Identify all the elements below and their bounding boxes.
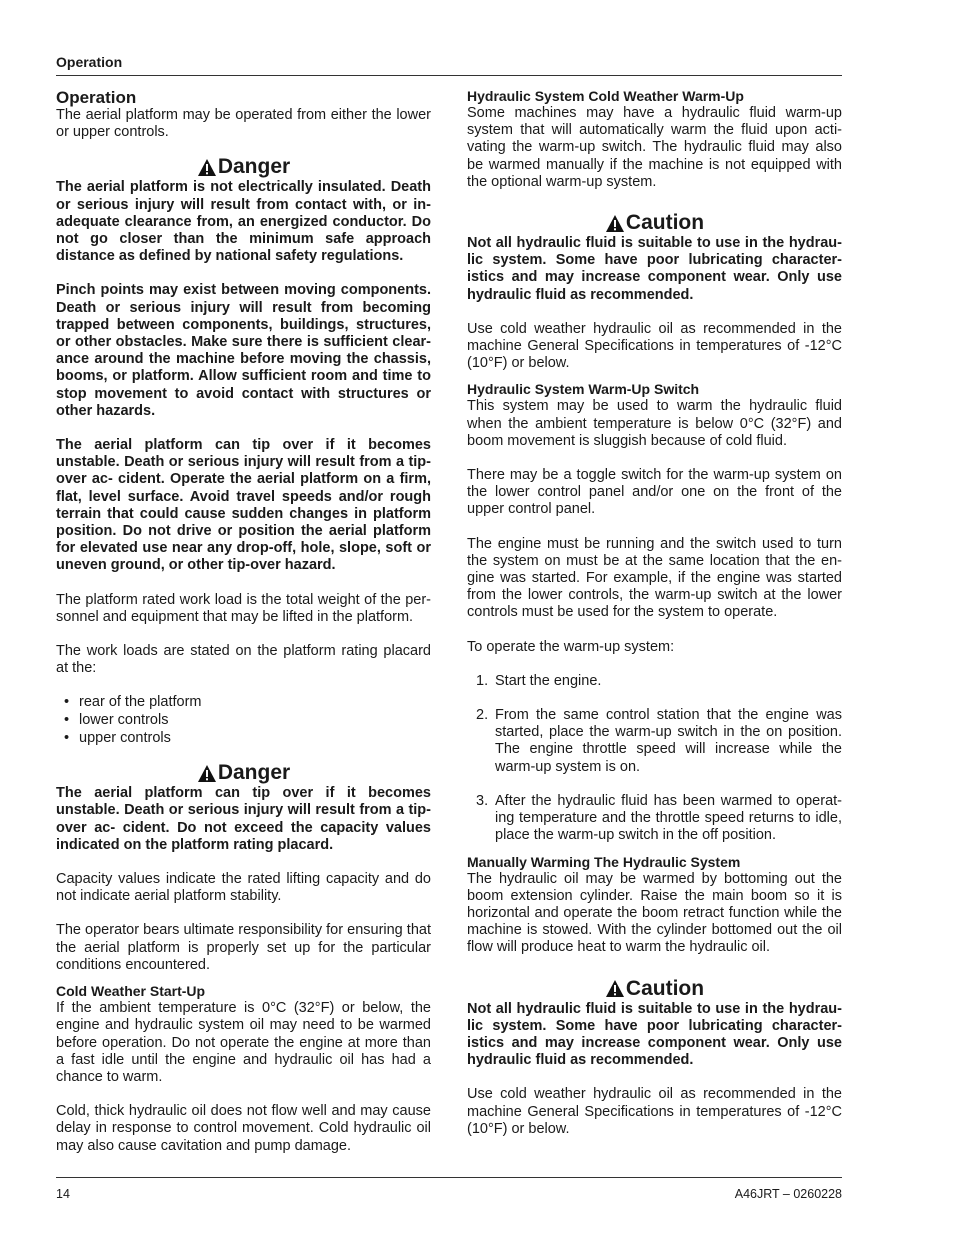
page-number: 14 bbox=[56, 1187, 70, 1201]
cold-start-paragraph: Cold, thick hydraulic oil does not flow well and may cause delay in response to control movement. Cold hydraulic oil may also cause cavitation and pump damage. bbox=[56, 1103, 431, 1154]
operator-paragraph: The operator bears ultimate responsibility for ensuring that the aerial platform is properly set up for the particular conditions encountered. bbox=[56, 922, 431, 973]
right-column bbox=[467, 88, 842, 1138]
subsection-title: Hydraulic System Warm-Up Switch bbox=[467, 381, 700, 398]
placard-intro: The work loads are stated on the platform rating placard at the: bbox=[56, 643, 431, 677]
list-item: 1. Start the engine. bbox=[476, 672, 602, 689]
danger-heading: Danger bbox=[56, 155, 431, 179]
warmup-steps bbox=[467, 673, 842, 845]
left-column bbox=[56, 88, 431, 1155]
caution-heading: Caution bbox=[467, 977, 842, 1001]
warning-triangle-icon bbox=[197, 158, 217, 177]
intro-paragraph: The aerial platform may be operated from either the lower or upper controls. bbox=[56, 107, 431, 141]
manual-paragraph: The hydraulic oil may be warmed by bottoming out the boom extension cylinder. Raise the main boom so it is horizontal and operate the boom retract function while the machine is stowed. With the cylinder bottomed out the oil flow will produce heat to warm the hydraulic oil. bbox=[467, 870, 842, 956]
steps-intro: To operate the warm-up system: bbox=[467, 638, 675, 655]
rated-load-paragraph: The platform rated work load is the total weight of the per- sonnel and equipment that may be lifted in the platform. bbox=[56, 591, 431, 625]
subsection-title: Manually Warming The Hydraulic System bbox=[467, 853, 741, 870]
switch-paragraph: The engine must be running and the switch used to turn the system on must be at the same location that the en- gine was started. For example, if the engine was started from the lower controls, the warm-up switch at the lower controls must be used for the system to operate. bbox=[467, 535, 842, 621]
list-item: 3. After the hydraulic fluid has been warmed to operat- ing temperature and the throttle speed returns to idle, place the warm-up switch in the off position. bbox=[476, 792, 842, 844]
list-item: 2. From the same control station that the engine was started, place the warm-up switch in the on position. The engine throttle speed will increase while the warm-up system is on. bbox=[476, 707, 842, 775]
warning-triangle-icon bbox=[605, 214, 625, 233]
list-item: • lower controls bbox=[64, 712, 169, 729]
warmup-paragraph: Some machines may have a hydraulic fluid warm-up system that will automatically warm the fluid upon acti- vating the warm-up switch. The hydraulic fluid may also be warmed manually if the machine is not equipped with the optional warm-up system. bbox=[467, 105, 842, 190]
list-item: • upper controls bbox=[64, 729, 171, 746]
header-rule bbox=[56, 75, 842, 76]
switch-paragraph: There may be a toggle switch for the warm-up system on the lower control panel and/or one on the front of the upper control panel. bbox=[467, 467, 842, 518]
footer-rule bbox=[56, 1177, 842, 1178]
cold-start-paragraph: If the ambient temperature is 0°C (32°F) or below, the engine and hydraulic system oil may need to be warmed before operation. Do not operate the engine at more than a fast idle until the engine and hydraulic oil has had a chance to warm. bbox=[56, 1000, 431, 1085]
cold-oil-paragraph: Use cold weather hydraulic oil as recommended in the machine General Specifications in temperatures of -12°C (10°F) or below. bbox=[467, 1086, 842, 1137]
warning-triangle-icon bbox=[197, 764, 217, 783]
warning-triangle-icon bbox=[605, 979, 625, 998]
subsection-title: Cold Weather Start-Up bbox=[56, 983, 206, 1000]
list-item: • rear of the platform bbox=[64, 694, 202, 711]
switch-paragraph: This system may be used to warm the hydraulic fluid when the ambient temperature is below 0°C (32°F) and boom movement is sluggish because of cold fluid. bbox=[467, 398, 842, 449]
section-title: Operation bbox=[56, 88, 137, 107]
caution-paragraph: Not all hydraulic fluid is suitable to use in the hydrau- lic system. Some have poor lubricating character- istics and may increase component wear. Only use hydraulic fluid as recommended. bbox=[467, 1000, 842, 1069]
cold-oil-paragraph: Use cold weather hydraulic oil as recommended in the machine General Specifications in temperatures of -12°C (10°F) or below. bbox=[467, 320, 842, 372]
danger-heading: Danger bbox=[56, 761, 431, 785]
subsection-title: Hydraulic System Cold Weather Warm-Up bbox=[467, 88, 744, 104]
danger-block-1 bbox=[56, 179, 431, 574]
capacity-paragraph: Capacity values indicate the rated lifting capacity and do not indicate aerial platform stability. bbox=[56, 871, 431, 905]
danger-paragraph: The aerial platform can tip over if it becomes unstable. Death or serious injury will result from a tip-over ac- cident. Do not exceed the capacity values indicated on the platform rating placard. bbox=[56, 785, 431, 853]
running-header: Operation bbox=[56, 54, 123, 70]
placard-list bbox=[56, 694, 431, 747]
danger-paragraph: Pinch points may exist between moving components. Death or serious injury will result from becoming trapped between components, buildings, structures, or other obstacles. Make sure there is sufficient clear- ance around the machine before moving the chassis, booms, or platform. Allow sufficient room and time to stop movement to avoid contact with structures or other hazards. bbox=[56, 282, 431, 419]
caution-paragraph: Not all hydraulic fluid is suitable to use in the hydrau- lic system. Some have poor lubricating character- istics and may increase component wear. Only use hydraulic fluid as recommended. bbox=[467, 235, 842, 303]
danger-paragraph: The aerial platform can tip over if it becomes unstable. Death or serious injury will result from a tip-over ac- cident. Operate the aerial platform on a firm, flat, level surface. Avoid travel speeds and/or rough terrain that could cause sudden changes in platform position. Do not drive or position the aerial platform for elevated use near any drop-off, hole, slope, soft or uneven ground, or other tip-over hazard. bbox=[56, 437, 431, 574]
danger-paragraph: The aerial platform is not electrically insulated. Death or serious injury will result from contact with, or in- adequate clearance from, an energized conductor. Do not go closer than the minimum safe approach distance as defined by national safety regulations. bbox=[56, 179, 431, 265]
document-code: A46JRT – 0260228 bbox=[734, 1187, 842, 1201]
caution-heading: Caution bbox=[467, 211, 842, 235]
